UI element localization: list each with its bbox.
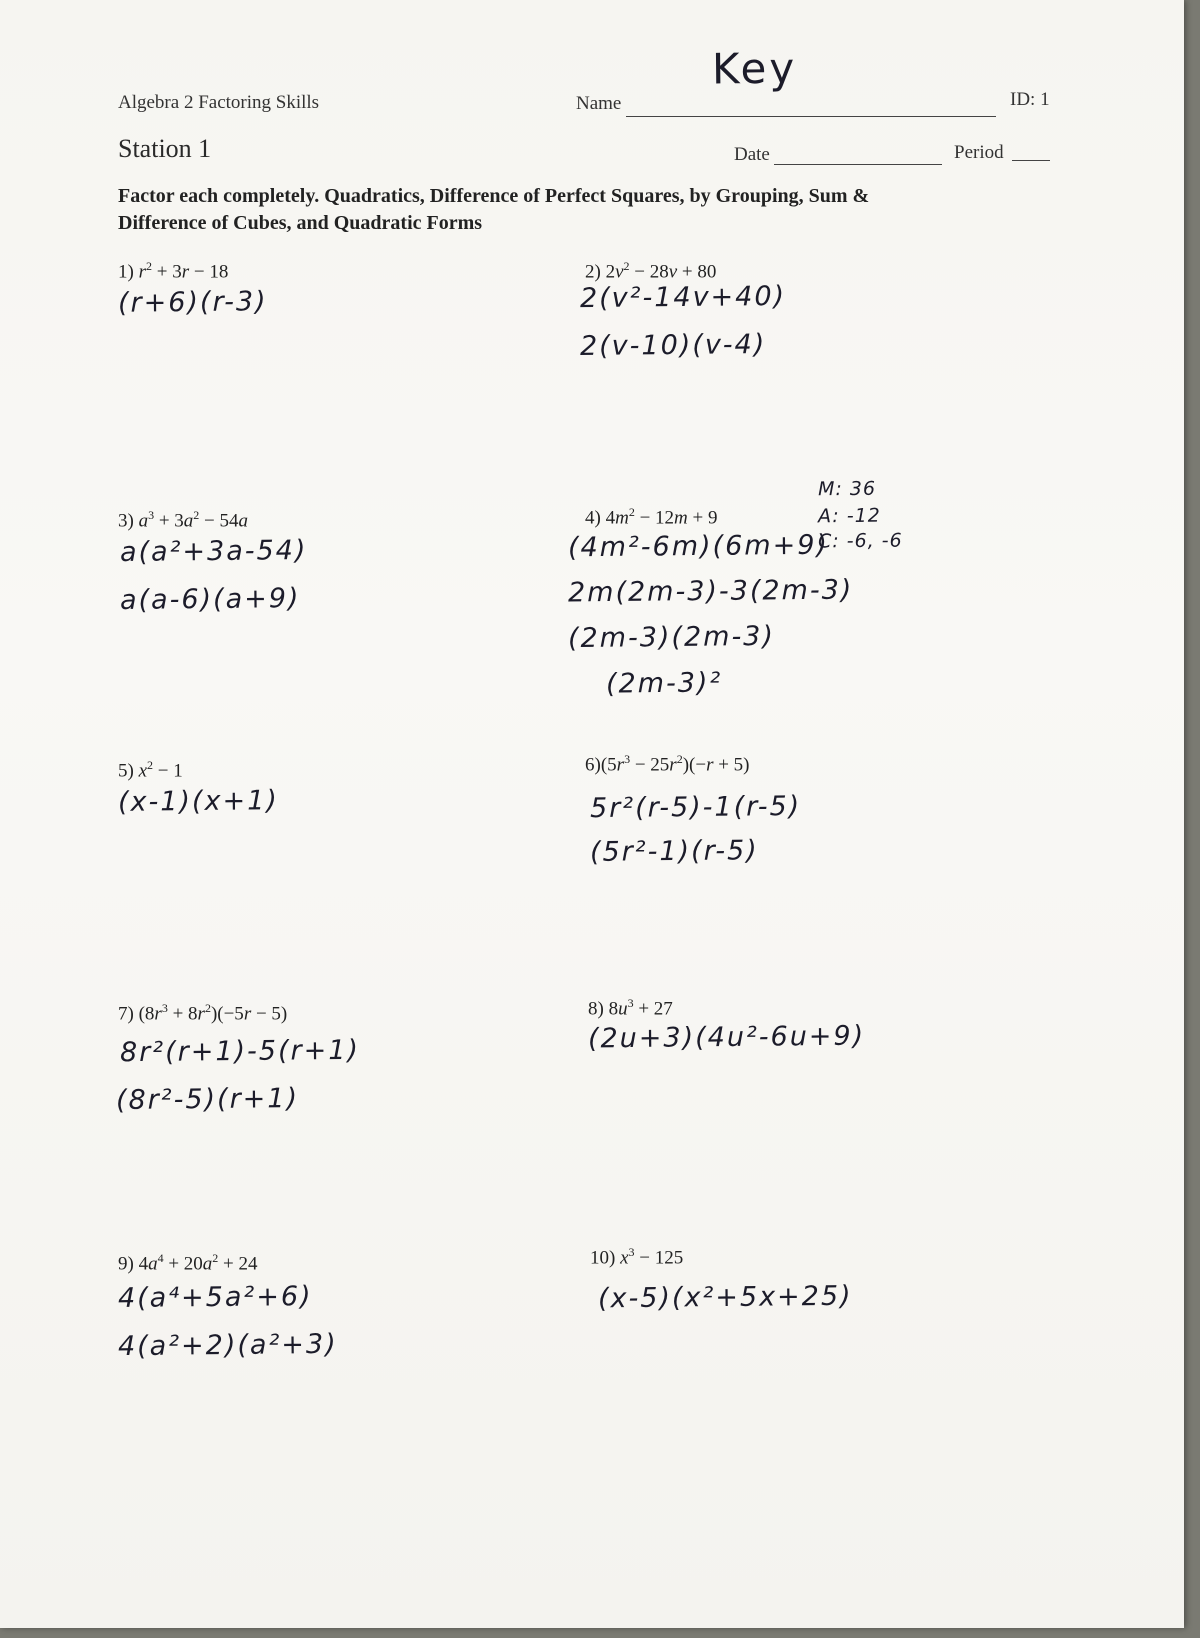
problem-number: 6) xyxy=(585,754,601,776)
answer-5-line-1: (x-1)(x+1) xyxy=(117,785,279,818)
problem-4: 4) $4m^2 - 12m + 9$ xyxy=(585,505,718,529)
instructions: Factor each completely. Quadratics, Difference of Perfect Squares, by Grouping, Sum & Difference of Cubes, and Quadratic Forms xyxy=(118,185,870,234)
answer-10-line-1: (x-5)(x²+5x+25) xyxy=(597,1280,853,1315)
problem-10: 10) $x^3 - 125$ xyxy=(590,1245,684,1269)
answer-2-line-2: 2(v-10)(v-4) xyxy=(579,329,767,362)
problem-number: 8) xyxy=(588,998,604,1020)
problem-5: 5) $x^2 - 1$ xyxy=(118,758,183,782)
problem-2: 2) $2v^2 - 28v + 80$ xyxy=(585,259,717,283)
answer-3-line-1: a(a²+3a-54) xyxy=(119,535,308,568)
problem-number: 10) xyxy=(590,1247,616,1269)
problem-8: 8) $8u^3 + 27$ xyxy=(588,996,673,1020)
period-label: Period xyxy=(954,142,1004,163)
answer-4-line-2: 2m(2m-3)-3(2m-3) xyxy=(567,574,854,609)
note-4-combo: C: -6, -6 xyxy=(817,529,903,553)
problem-1: 1) $r^2 + 3r - 18$ xyxy=(118,259,229,283)
problem-number: 7) xyxy=(118,1003,134,1025)
course-title: Algebra 2 Factoring Skills xyxy=(118,92,320,113)
date-label: Date xyxy=(734,144,770,165)
name-label: Name xyxy=(576,93,622,114)
answer-7-line-2: (8r²-5)(r+1) xyxy=(115,1083,300,1116)
answer-8-line-1: (2u+3)(4u²-6u+9) xyxy=(587,1020,866,1055)
answer-9-line-2: 4(a²+2)(a²+3) xyxy=(117,1328,338,1363)
problem-6: $6)(5r^3 - 25r^2)(-r + 5)$ xyxy=(585,752,750,776)
answer-4-line-4: (2m-3)² xyxy=(605,667,723,700)
answer-9-line-1: 4(a⁴+5a²+6) xyxy=(117,1280,313,1315)
problem-9: 9) $4a^4 + 20a^2 + 24$ xyxy=(118,1251,258,1275)
answer-3-line-2: a(a-6)(a+9) xyxy=(119,583,301,616)
id-label: ID: 1 xyxy=(1010,89,1050,110)
name-line xyxy=(626,116,996,117)
answer-4-line-3: (2m-3)(2m-3) xyxy=(567,620,776,655)
answer-1-line-1: (r+6)(r-3) xyxy=(117,286,268,319)
problem-number: 4) xyxy=(585,507,601,529)
answer-2-line-1: 2(v²-14v+40) xyxy=(579,280,787,315)
problem-number: 1) xyxy=(118,261,134,283)
answer-6-line-1: 5r²(r-5)-1(r-5) xyxy=(589,790,802,825)
problem-number: 5) xyxy=(118,760,134,782)
note-4-multiply: M: 36 xyxy=(817,477,877,501)
problem-number: 3) xyxy=(118,510,134,532)
date-line xyxy=(774,164,942,165)
answer-6-line-2: (5r²-1)(r-5) xyxy=(589,835,759,868)
problem-number: 2) xyxy=(585,261,601,283)
problem-7: 7) $(8r^3 + 8r^2)(-5r - 5)$ xyxy=(118,1001,288,1025)
station-title: Station 1 xyxy=(118,134,212,163)
answer-4-line-1: (4m²-6m)(6m+9) xyxy=(567,529,830,564)
name-handwritten: Key xyxy=(711,43,798,94)
answer-7-line-1: 8r²(r+1)-5(r+1) xyxy=(119,1034,361,1069)
period-line xyxy=(1012,160,1050,161)
note-4-add: A: -12 xyxy=(817,504,881,528)
problem-number: 9) xyxy=(118,1253,134,1275)
problem-3: 3) $a^3 + 3a^2 - 54a$ xyxy=(118,508,249,532)
